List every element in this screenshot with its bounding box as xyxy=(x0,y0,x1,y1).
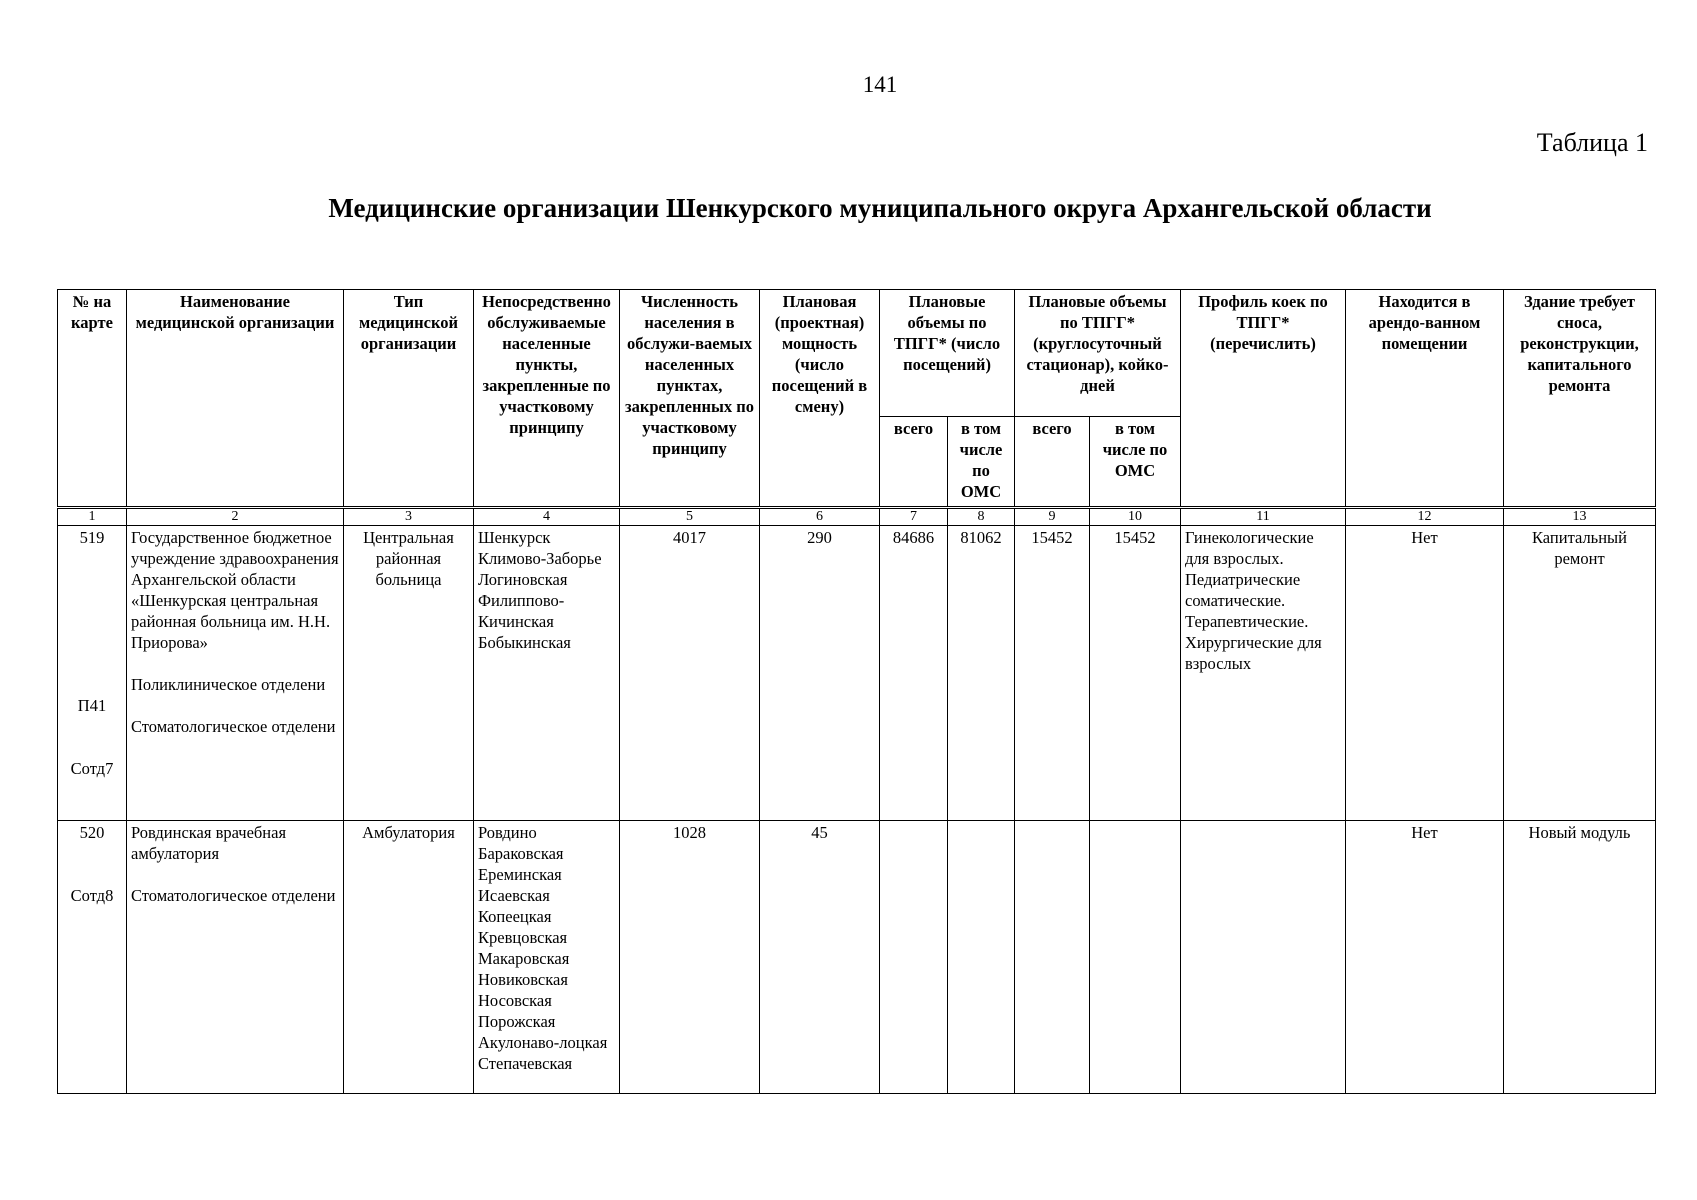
population: 4017 xyxy=(620,526,760,821)
org-subdivision: Стоматологическое отделени xyxy=(131,886,336,905)
column-number: 3 xyxy=(344,508,474,526)
column-number: 2 xyxy=(127,508,344,526)
page-number: 141 xyxy=(862,72,898,97)
rented: Нет xyxy=(1346,526,1504,821)
map-number: Сотд8 xyxy=(70,886,114,905)
header-settlements: Непосредственно обслуживаемые населенные пункты, закрепленные по участковому принципу xyxy=(474,290,620,508)
table-row xyxy=(58,821,1656,1094)
header-org-name: Наименование медицинской организации xyxy=(127,290,344,508)
org-type: Центральная районная больница xyxy=(344,526,474,821)
beddays-total xyxy=(1015,821,1090,1094)
bed-profile: Гинекологические для взрослых. xyxy=(1185,528,1314,568)
settlement: Бараковская xyxy=(478,844,564,863)
column-number: 10 xyxy=(1090,508,1181,526)
settlement: Филиппово-Кичинская xyxy=(478,591,565,631)
org-subdivision: Стоматологическое отделени xyxy=(131,717,336,736)
settlement: Носовская xyxy=(478,991,552,1010)
beddays-oms: 15452 xyxy=(1090,526,1181,821)
map-number-cell xyxy=(58,526,127,821)
visits-oms: 81062 xyxy=(948,526,1015,821)
capacity: 45 xyxy=(760,821,880,1094)
header-capacity: Плановая (проектная) мощность (число посещений в смену) xyxy=(760,290,880,508)
beddays-oms xyxy=(1090,821,1181,1094)
bed-profile: Хирургические для взрослых xyxy=(1185,633,1322,673)
header-visits-total: всего xyxy=(880,417,948,508)
population: 1028 xyxy=(620,821,760,1094)
org-name: Ровдинская врачебная амбулатория xyxy=(131,823,287,863)
column-number: 5 xyxy=(620,508,760,526)
org-name: Государственное бюджетное учреждение здравоохранения Архангельской области «Шенкурская центральная районная больница им. Н.Н. Приорова» xyxy=(131,528,339,652)
org-subdivision: Поликлиническое отделени xyxy=(131,675,326,694)
settlements-cell xyxy=(474,821,620,1094)
rented: Нет xyxy=(1346,821,1504,1094)
building-status: Капитальный ремонт xyxy=(1504,526,1656,821)
visits-oms xyxy=(948,821,1015,1094)
settlement: Копеецкая xyxy=(478,907,552,926)
settlement: Кревцовская xyxy=(478,928,568,947)
table-row xyxy=(58,526,1656,821)
settlement: Акулонаво-лоцкая xyxy=(478,1033,608,1052)
header-planned-visits: Плановые объемы по ТПГГ* (число посещений) xyxy=(880,290,1015,417)
capacity: 290 xyxy=(760,526,880,821)
settlement: Ровдино xyxy=(478,823,537,842)
table-label: Таблица 1 xyxy=(1536,128,1648,157)
bed-profiles-cell xyxy=(1181,526,1346,821)
column-number: 8 xyxy=(948,508,1015,526)
column-number: 1 xyxy=(58,508,127,526)
column-number: 13 xyxy=(1504,508,1656,526)
bed-profile: Терапевтические. xyxy=(1185,612,1309,631)
header-visits-oms: в том числе по ОМС xyxy=(948,417,1015,508)
visits-total: 84686 xyxy=(880,526,948,821)
document-title: Медицинские организации Шенкурского муниципального округа Архангельской области xyxy=(328,193,1432,223)
map-number: П41 xyxy=(77,696,107,715)
building-status: Новый модуль xyxy=(1504,821,1656,1094)
column-number: 7 xyxy=(880,508,948,526)
map-number: 520 xyxy=(79,823,105,842)
column-number: 9 xyxy=(1015,508,1090,526)
settlements-cell xyxy=(474,526,620,821)
org-name-cell xyxy=(127,821,344,1094)
bed-profile: Педиатрические соматические. xyxy=(1185,570,1301,610)
column-number-row xyxy=(58,508,1656,526)
settlement: Исаевская xyxy=(478,886,550,905)
header-building: Здание требует сноса, реконструкции, капитального ремонта xyxy=(1504,290,1656,508)
beddays-total: 15452 xyxy=(1015,526,1090,821)
header-beddays-oms: в том числе по ОМС xyxy=(1090,417,1181,508)
visits-total xyxy=(880,821,948,1094)
map-number: 519 xyxy=(79,528,105,547)
settlement: Логиновская xyxy=(478,570,568,589)
header-planned-beddays: Плановые объемы по ТПГГ* (круглосуточный стационар), койко-дней xyxy=(1015,290,1181,417)
settlement: Климово-Заборье xyxy=(478,549,602,568)
org-name-cell xyxy=(127,526,344,821)
map-number: Сотд7 xyxy=(70,759,114,778)
column-number: 4 xyxy=(474,508,620,526)
org-type: Амбулатория xyxy=(344,821,474,1094)
header-population: Численность населения в обслужи-ваемых населенных пунктах, закрепленных по участковому принципу xyxy=(620,290,760,508)
header-rented: Находится в арендо-ванном помещении xyxy=(1346,290,1504,508)
header-beddays-total: всего xyxy=(1015,417,1090,508)
bed-profiles-cell xyxy=(1181,821,1346,1094)
settlement: Ереминская xyxy=(478,865,562,884)
organizations-table xyxy=(57,289,1656,1094)
settlement: Степачевская xyxy=(478,1054,573,1073)
map-number-cell xyxy=(58,821,127,1094)
column-number: 11 xyxy=(1181,508,1346,526)
settlement: Макаровская xyxy=(478,949,570,968)
settlement: Бобыкинская xyxy=(478,633,571,652)
settlement: Порожская xyxy=(478,1012,556,1031)
column-number: 6 xyxy=(760,508,880,526)
header-org-type: Тип медицинской организации xyxy=(344,290,474,508)
header-bed-profiles: Профиль коек по ТПГГ* (перечислить) xyxy=(1181,290,1346,508)
settlement: Новиковская xyxy=(478,970,568,989)
settlement: Шенкурск xyxy=(478,528,551,547)
column-number: 12 xyxy=(1346,508,1504,526)
header-map-number: № на карте xyxy=(58,290,127,508)
